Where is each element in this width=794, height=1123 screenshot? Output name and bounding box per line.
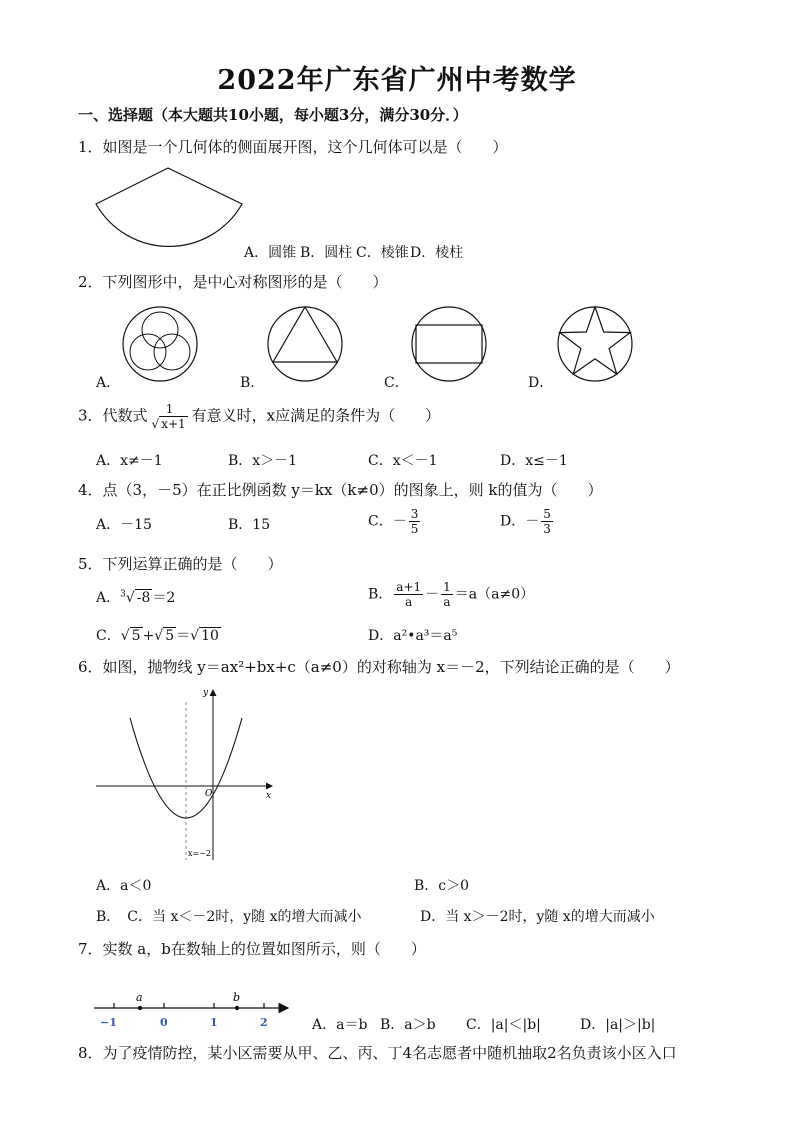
q6-stem: 6．如图，抛物线 y＝ax²+bx+c（a≠0）的对称轴为 x＝－2，下列结论正确的是（ ） — [78, 658, 680, 676]
q3-pre: 3．代数式 — [78, 406, 148, 425]
q1-option-a: A．圆锥 — [244, 245, 297, 261]
q4-c-frac — [409, 507, 421, 536]
q4-option-a: A．－15 — [96, 517, 152, 533]
q3-radicand: x+1 — [161, 417, 186, 431]
q3-option-a: A．x≠－1 — [96, 453, 163, 469]
q2-figure-a — [120, 304, 200, 384]
q5-a-post: ＝2 — [152, 590, 176, 606]
q7-option-d: D．|a|＞|b| — [580, 1017, 656, 1033]
q2-figure-b — [265, 304, 345, 384]
q3-option-d: D．x≤－1 — [500, 453, 568, 469]
q7-tick-0: 0 — [160, 1016, 168, 1029]
q4-option-d — [500, 507, 555, 536]
q6-option-a: A．a＜0 — [96, 878, 152, 894]
q7-stem: 7．实数 a，b在数轴上的位置如图所示，则（ ） — [78, 940, 426, 958]
q4-c-pre: C．－ — [368, 513, 407, 530]
q4-c-den: 5 — [410, 522, 419, 536]
q7-tick-neg1: −1 — [100, 1016, 117, 1029]
q2-figure-d — [555, 304, 635, 384]
q3-fraction — [150, 402, 190, 431]
q2-label-d: D． — [528, 375, 554, 391]
q7-option-c: C．|a|＜|b| — [466, 1017, 541, 1033]
q6-option-d: D．当 x＞－2时，y随 x的增大而减小 — [420, 909, 655, 925]
q7-label-a: a — [136, 991, 143, 1004]
q2-stem: 2．下列图形中，是中心对称图形的是（ ） — [78, 273, 388, 291]
q5-c-pre: C． — [96, 628, 121, 644]
q5-b-frac2 — [441, 580, 453, 609]
q2-label-a: A． — [96, 375, 121, 391]
q5-option-a: A．$^3$√ -8 ＝2 — [96, 589, 176, 606]
q7-tick-1: 1 — [210, 1016, 218, 1029]
q6-option-b: B．c＞0 — [414, 878, 470, 894]
q7-number-line — [90, 988, 294, 1034]
q5-b-d1: a — [405, 595, 413, 609]
q3-frac-den: √ x+1 — [151, 417, 186, 431]
q7-point-b — [235, 1006, 239, 1010]
q4-stem: 4．点（3，－5）在正比例函数 y＝kx（k≠0）的图象上，则 k的值为（ ） — [78, 481, 603, 499]
q3-frac-num: 1 — [165, 402, 174, 416]
q4-c-num: 3 — [410, 507, 419, 521]
q4-d-pre: D．－ — [500, 513, 540, 530]
q6-x-label: x — [266, 791, 272, 801]
q5-c-plus: + — [142, 628, 155, 644]
q1-option-c: C．棱锥 — [356, 245, 409, 261]
q5-b-n2: 1 — [443, 580, 451, 594]
q5-b-post: ＝a（a≠0） — [454, 586, 535, 603]
q5-c-r3: 10 — [201, 628, 219, 644]
q5-c-r2: 5 — [165, 628, 175, 644]
q4-option-b: B．15 — [228, 517, 271, 533]
q5-b-d2: a — [443, 595, 451, 609]
q6-option-bc: B． C．当 x＜－2时，y随 x的增大而减小 — [96, 909, 362, 925]
q5-stem: 5．下列运算正确的是（ ） — [78, 555, 283, 573]
q6-y-label: y — [203, 688, 209, 698]
q6-parabola-graph — [92, 684, 278, 864]
q1-sector-figure — [92, 164, 248, 258]
q5-b-n1: a+1 — [396, 580, 422, 594]
q5-b-minus: － — [425, 586, 440, 603]
q1-stem: 1．如图是一个几何体的侧面展开图，这个几何体可以是（ ） — [78, 138, 508, 156]
q7-option-b: B．a＞b — [380, 1017, 436, 1033]
q3-option-c: C．x＜－1 — [368, 453, 438, 469]
q4-d-num: 5 — [543, 507, 551, 521]
q7-option-a: A．a＝b — [312, 1017, 368, 1033]
q4-option-c — [368, 507, 422, 536]
q4-d-den: 3 — [543, 522, 551, 536]
q5-c-eq: ＝ — [176, 628, 191, 644]
q7-point-a — [138, 1006, 142, 1010]
q5-c-r1: 5 — [131, 628, 141, 644]
q2-label-b: B． — [240, 375, 265, 391]
q5-option-c: C．√ 5 +√ 5 ＝√ 10 — [96, 628, 219, 644]
q2-label-c: C． — [384, 375, 409, 391]
q5-b-pre: B． — [368, 586, 393, 603]
q3-post: 有意义时，x应满足的条件为（ ） — [191, 406, 441, 425]
q1-option-d: D．棱柱 — [410, 245, 464, 261]
q7-tick-2: 2 — [260, 1016, 268, 1029]
q5-a-index: 3 — [120, 589, 126, 600]
q3-option-b: B．x＞－1 — [228, 453, 298, 469]
q4-d-frac — [541, 507, 553, 536]
q5-option-b — [368, 580, 534, 609]
q8-stem: 8．为了疫情防控，某小区需要从甲、乙、丙、丁4名志愿者中随机抽取2名负责该小区入口 — [78, 1044, 677, 1062]
page-title: 2022年广东省广州中考数学 — [217, 65, 577, 96]
q6-axis-label: x=−2 — [188, 849, 212, 858]
q5-a-pre: A． — [96, 590, 121, 606]
q3-stem — [78, 402, 440, 431]
section-heading: 一、选择题（本大题共10小题，每小题3分，满分30分．） — [78, 106, 468, 124]
q6-origin-label: O — [205, 789, 213, 799]
q5-b-frac1 — [394, 580, 423, 609]
q5-option-d: D．a²•a³＝a⁵ — [368, 628, 458, 644]
q5-a-radicand: -8 — [136, 590, 151, 606]
q1-option-b: B．圆柱 — [300, 245, 353, 261]
q7-label-b: b — [233, 991, 241, 1004]
q2-figure-c — [409, 304, 489, 384]
